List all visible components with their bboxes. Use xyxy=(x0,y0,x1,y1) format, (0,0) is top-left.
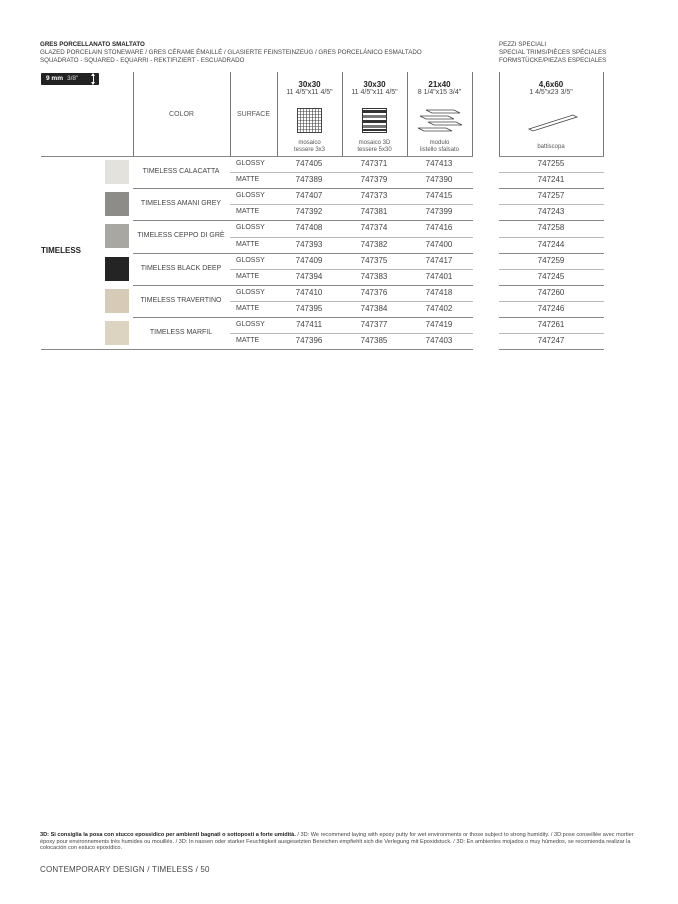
color-swatch xyxy=(105,192,129,216)
article-code: 747419 xyxy=(425,320,453,329)
color-swatch xyxy=(105,321,129,345)
format-2-size: 30x30 xyxy=(363,80,386,89)
format-1-inch: 11 4/5"x11 4/5" xyxy=(286,89,333,96)
article-code: 747418 xyxy=(425,287,453,297)
row-divider xyxy=(499,349,604,350)
article-code: 747379 xyxy=(360,175,388,185)
article-code: 747400 xyxy=(425,239,453,249)
mosaic-3x3-icon xyxy=(297,108,322,133)
article-code: 747416 xyxy=(425,223,453,233)
surface-cell: MATTE xyxy=(236,272,260,280)
article-code: 747377 xyxy=(360,320,388,329)
format-1-header xyxy=(277,80,342,97)
special-inch: 1 4/5"x23 3/5" xyxy=(529,89,573,96)
product-subtitle-2: SQUADRATO - SQUARED - EQUARRI - REKTIFIZIERT - ESCUADRADO xyxy=(40,57,245,64)
special-line-1: SPECIAL TRIMS/PIÈCES SPÉCIALES xyxy=(499,49,607,56)
article-code: 747374 xyxy=(360,223,388,233)
color-name: TIMELESS BLACK DEEP xyxy=(140,264,222,272)
header-right xyxy=(499,41,606,65)
special-code: 747244 xyxy=(537,239,565,249)
surface-cell: GLOSSY xyxy=(236,224,265,232)
special-code: 747257 xyxy=(537,191,565,201)
special-title: PEZZI SPECIALI xyxy=(499,41,547,48)
article-code: 747407 xyxy=(295,191,323,201)
article-code: 747385 xyxy=(360,336,388,346)
format-1-caption-line-1: mosaico xyxy=(298,140,321,146)
article-code: 747417 xyxy=(425,255,453,265)
surface-cell: MATTE xyxy=(236,240,260,248)
format-1-caption-line-2: tessere 3x3 xyxy=(293,147,326,153)
color-name: TIMELESS CEPPO DI GRÈ xyxy=(137,232,225,240)
special-code: 747260 xyxy=(537,287,565,297)
article-code: 747381 xyxy=(360,207,388,217)
special-code: 747243 xyxy=(537,207,565,217)
article-code: 747411 xyxy=(295,320,323,329)
article-code: 747375 xyxy=(360,255,388,265)
special-code: 747255 xyxy=(537,159,565,168)
format-3-caption xyxy=(407,140,472,154)
color-name: TIMELESS TRAVERTINO xyxy=(140,296,222,304)
surface-cell: GLOSSY xyxy=(236,321,265,328)
page-footer: CONTEMPORARY DESIGN / TIMELESS / 50 xyxy=(40,865,210,874)
special-line-2: FORMSTÜCKE/PIEZAS ESPECIALES xyxy=(499,57,607,64)
format-3-caption-line-2: listello sfalsato xyxy=(419,147,460,153)
format-2-inch: 11 4/5"x11 4/5" xyxy=(351,89,398,96)
format-3-inch: 8 1/4"x15 3/4" xyxy=(417,89,462,96)
thickness-badge xyxy=(41,73,99,85)
special-code: 747261 xyxy=(537,320,565,329)
special-code: 747258 xyxy=(537,223,565,233)
color-name: TIMELESS MARFIL xyxy=(149,329,213,336)
special-header xyxy=(499,80,603,97)
surface-cell: MATTE xyxy=(236,304,260,312)
footnote-bold: 3D: Si consiglia la posa con stucco epossidico per ambienti bagnati o sottoposti a forte umidità. xyxy=(40,832,296,838)
surface-cell: GLOSSY xyxy=(236,192,265,200)
format-1-size: 30x30 xyxy=(298,80,321,89)
thickness-inch: 3/8" xyxy=(66,75,79,82)
article-code: 747393 xyxy=(295,239,323,249)
surface-cell: MATTE xyxy=(236,208,260,216)
article-code: 747408 xyxy=(295,223,323,233)
article-code: 747383 xyxy=(360,271,388,281)
product-subtitle-1: GLAZED PORCELAIN STONEWARE / GRES CÉRAME ÉMAILLÉ / GLASIERTE FEINSTEINZEUG / GRES PORCELÁNICO ESMALTADO xyxy=(40,49,422,56)
color-name: TIMELESS AMANI GREY xyxy=(140,200,222,208)
article-code: 747415 xyxy=(425,191,453,201)
special-code: 747241 xyxy=(537,175,565,185)
row-divider xyxy=(41,349,473,350)
article-code: 747376 xyxy=(360,287,388,297)
article-code: 747390 xyxy=(425,175,453,185)
article-code: 747371 xyxy=(360,159,388,168)
surface-cell: MATTE xyxy=(236,176,260,184)
color-swatch xyxy=(105,160,129,184)
color-column-header: COLOR xyxy=(169,111,194,118)
format-2-header xyxy=(342,80,407,97)
special-caption: battiscopa xyxy=(537,144,565,150)
article-code: 747402 xyxy=(425,303,453,313)
special-code: 747246 xyxy=(537,303,565,313)
product-title: GRES PORCELLANATO SMALTATO xyxy=(40,41,145,48)
mosaic-3d-icon xyxy=(362,108,387,133)
staggered-strip-module-icon xyxy=(416,108,464,134)
footnote-rest: / 3D: We recommend laying with epoxy putty for wet environments or those subject to strong humidity. / 3D:pose conseillée avec mortier époxy pour environnements très humides ou mouillés. / 3D: In nassen oder starker Feuchtigkeit ausgesetzten Bereichen empfiehlt sich die Verlegung mit Epoxidstuck. / 3D: En ambientes mojados o muy húmedos, se recomienda realizar la colocación con estuco epoxídico. xyxy=(40,832,634,851)
format-2-caption-line-2: tessere 5x30 xyxy=(357,147,392,153)
thickness-arrow-icon xyxy=(93,74,94,84)
thickness-mm: 9 mm xyxy=(46,75,63,82)
article-code: 747409 xyxy=(295,255,323,265)
article-code: 747373 xyxy=(360,191,388,201)
special-code: 747259 xyxy=(537,255,565,265)
header-left xyxy=(40,41,422,65)
article-code: 747399 xyxy=(425,207,453,217)
article-code: 747395 xyxy=(295,303,323,313)
format-3-header xyxy=(407,80,472,97)
special-size: 4,6x60 xyxy=(538,80,564,89)
color-swatch xyxy=(105,224,129,248)
divider xyxy=(472,72,473,156)
color-swatch xyxy=(105,257,129,281)
surface-cell: MATTE xyxy=(236,337,260,345)
article-code: 747403 xyxy=(425,336,453,346)
special-code: 747247 xyxy=(537,336,565,346)
surface-column-header: SURFACE xyxy=(236,111,271,118)
article-code: 747382 xyxy=(360,239,388,249)
format-3-caption-line-1: modulo xyxy=(429,140,450,146)
article-code: 747410 xyxy=(295,287,323,297)
series-label: TIMELESS xyxy=(41,246,82,255)
article-code: 747401 xyxy=(425,271,453,281)
article-code: 747384 xyxy=(360,303,388,313)
surface-cell: GLOSSY xyxy=(236,160,265,167)
special-code: 747245 xyxy=(537,271,565,281)
article-code: 747392 xyxy=(295,207,323,217)
article-code: 747405 xyxy=(295,159,323,168)
surface-cell: GLOSSY xyxy=(236,288,265,296)
format-3-size: 21x40 xyxy=(428,80,451,89)
skirting-board-icon xyxy=(525,112,581,134)
surface-cell: GLOSSY xyxy=(236,256,265,264)
format-1-caption xyxy=(277,140,342,154)
divider xyxy=(603,72,604,156)
article-code: 747396 xyxy=(295,336,323,346)
color-swatch xyxy=(105,289,129,313)
article-code: 747389 xyxy=(295,175,323,185)
article-code: 747394 xyxy=(295,271,323,281)
article-code: 747413 xyxy=(425,159,453,168)
format-2-caption xyxy=(342,140,407,154)
format-2-caption-line-1: mosaico 3D xyxy=(358,140,391,146)
color-name: TIMELESS CALACATTA xyxy=(142,168,220,175)
footnote xyxy=(40,832,640,852)
